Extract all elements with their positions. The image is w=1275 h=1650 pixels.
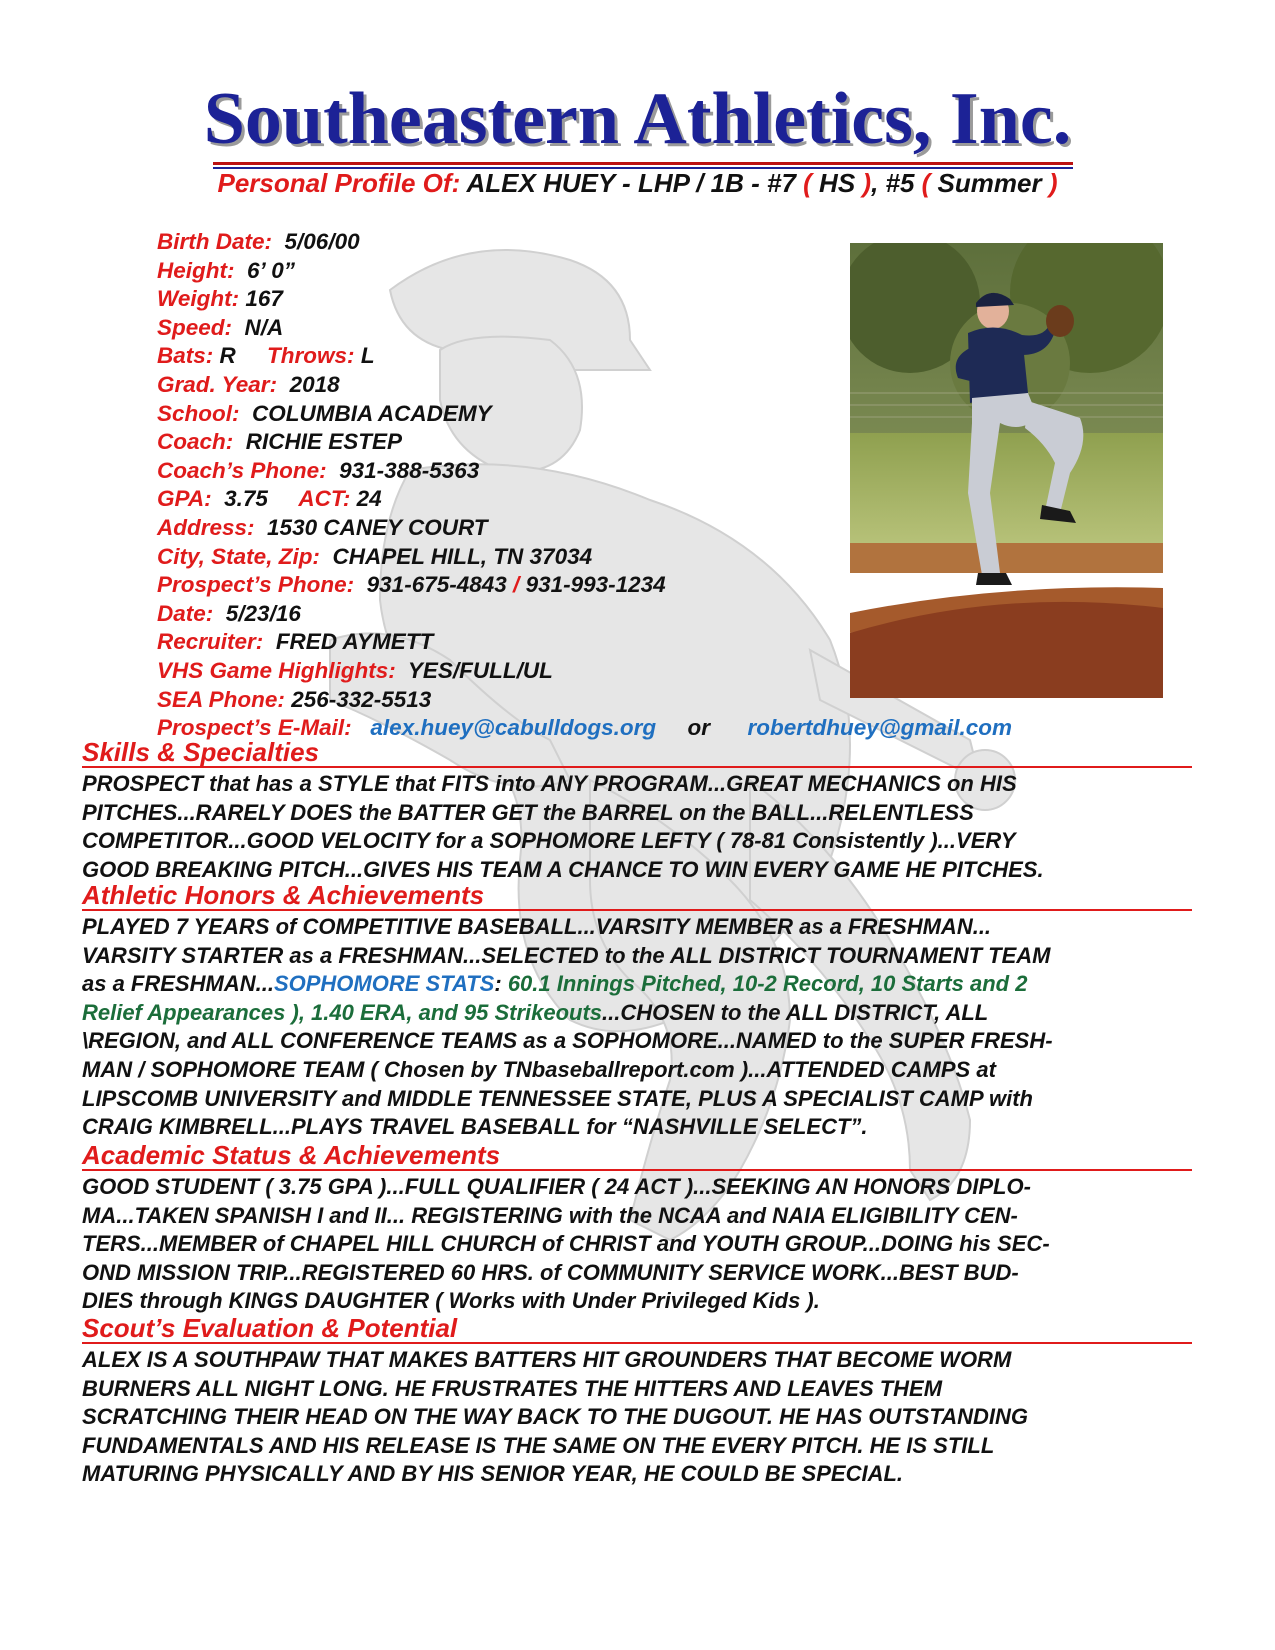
section-athletic bbox=[82, 880, 1192, 1142]
email-link-1[interactable]: alex.huey@cabulldogs.org bbox=[370, 715, 657, 741]
sophomore-stats-label: SOPHOMORE STATS bbox=[273, 971, 495, 997]
email-link-2[interactable]: robertdhuey@gmail.com bbox=[747, 715, 1012, 741]
row-city: City, State, Zip: CHAPEL HILL, TN 37034 bbox=[157, 543, 593, 569]
skills-heading: Skills & Specialties bbox=[82, 737, 320, 767]
skills-body: PROSPECT that has a STYLE that FITS into ANY PROGRAM...GREAT MECHANICS on HIS PITCHES...RARELY DOES the BATTER GET the BARREL on the BALL...RELENTLESS COMPETITOR...GOOD VELOCITY for a SOPHOMORE LEFTY ( 78-81 Consistently )...VERY GOOD BREAKING PITCH...GIVES HIS TEAM A CHANCE TO WIN EVERY GAME HE PITCHES. bbox=[82, 771, 1044, 882]
paren-open-1: ( bbox=[803, 168, 812, 198]
athletic-heading: Athletic Honors & Achievements bbox=[82, 880, 485, 910]
subtitle-hs: HS bbox=[811, 168, 863, 198]
paren-close-2: ) bbox=[1048, 168, 1058, 198]
subtitle-label: Personal Profile Of: bbox=[217, 168, 461, 198]
row-prospect-phone: Prospect’s Phone: 931-675-4843 / 931-993-1234 bbox=[157, 572, 666, 598]
row-grad-year: Grad. Year: 2018 bbox=[157, 371, 340, 397]
row-address: Address: 1530 CANEY COURT bbox=[157, 514, 488, 540]
row-email: Prospect’s E-Mail: alex.huey@cabulldogs.org or robertdhuey@gmail.com bbox=[157, 715, 1012, 741]
paren-open-2: ( bbox=[921, 168, 931, 198]
row-coach-phone: Coach’s Phone: 931-388-5363 bbox=[157, 457, 480, 483]
row-speed: Speed: N/A bbox=[157, 314, 284, 340]
subtitle-summer: Summer bbox=[930, 168, 1049, 198]
sophomore-stats-text: 60.1 Innings Pitched, 10-2 Record, 10 Starts and 2 Relief Appearances ), 1.40 ERA, and 95 Strikeouts bbox=[82, 971, 1028, 1025]
scout-heading: Scout’s Evaluation & Potential bbox=[82, 1313, 458, 1343]
subtitle-name: ALEX HUEY - LHP / 1B - #7 bbox=[466, 168, 804, 198]
paren-close-1: ) bbox=[862, 168, 872, 198]
row-vhs: VHS Game Highlights: YES/FULL/UL bbox=[157, 657, 553, 683]
row-gpa-act: GPA: 3.75 ACT: 24 bbox=[157, 486, 382, 512]
row-coach: Coach: RICHIE ESTEP bbox=[157, 429, 403, 455]
athletic-body: PLAYED 7 YEARS of COMPETITIVE BASEBALL...VARSITY MEMBER as a FRESHMAN... VARSITY STARTER as a FRESHMAN...SELECTED to the ALL DISTRICT TOURNAMENT TEAM as a FRESHMAN...SOPHOMORE STATS: 60.1 Innings Pitched, 10-2 Record, 10 Starts and 2 Relief Appearances ), 1.40 ERA, and 95 Strikeouts...CHOSEN to the ALL DISTRICT, ALL \REGION, and ALL CONFERENCE TEAMS as a SOPHOMORE...NAMED to the SUPER FRESH- MAN / SOPHOMORE TEAM ( Chosen by TNbaseballreport.com )...ATTENDED CAMPS at LIPSCOMB UNIVERSITY and MIDDLE TENNESSEE STATE, PLUS A SPECIALIST CAMP with CRAIG KIMBRELL...PLAYS TRAVEL BASEBALL for “NASHVILLE SELECT”. bbox=[82, 914, 1053, 1140]
section-scout bbox=[82, 1313, 1192, 1489]
subtitle-mid: , #5 bbox=[871, 168, 922, 198]
title-underline-red bbox=[213, 162, 1073, 165]
row-sea-phone: SEA Phone: 256-332-5513 bbox=[157, 686, 432, 712]
row-birth-date: Birth Date: 5/06/00 bbox=[157, 229, 360, 254]
company-title: Southeastern Athletics, Inc. bbox=[203, 78, 1072, 160]
row-weight: Weight: 167 bbox=[157, 286, 283, 312]
profile-subtitle bbox=[0, 168, 1275, 199]
row-bats-throws: Bats: R Throws: L bbox=[157, 343, 375, 369]
row-date: Date: 5/23/16 bbox=[157, 600, 301, 626]
row-recruiter: Recruiter: FRED AYMETT bbox=[157, 629, 434, 655]
section-skills bbox=[82, 737, 1192, 884]
row-school: School: COLUMBIA ACADEMY bbox=[157, 400, 492, 426]
academic-heading: Academic Status & Achievements bbox=[82, 1140, 501, 1170]
row-height: Height: 6’ 0” bbox=[157, 257, 295, 283]
pitcher-photo bbox=[850, 243, 1163, 698]
section-academic bbox=[82, 1140, 1192, 1316]
academic-body: GOOD STUDENT ( 3.75 GPA )...FULL QUALIFIER ( 24 ACT )...SEEKING AN HONORS DIPLO- MA...TAKEN SPANISH I and II... REGISTERING with the NCAA and NAIA ELIGIBILITY CEN- TERS...MEMBER of CHAPEL HILL CHURCH of CHRIST and YOUTH GROUP...DOING his SEC- OND MISSION TRIP...REGISTERED 60 HRS. of COMMUNITY SERVICE WORK...BEST BUD- DIES through KINGS DAUGHTER ( Works with Under Privileged Kids ). bbox=[82, 1174, 1050, 1314]
scout-body: ALEX IS A SOUTHPAW THAT MAKES BATTERS HIT GROUNDERS THAT BECOME WORM BURNERS ALL NIGHT LONG. HE FRUSTRATES THE HITTERS AND LEAVES THEM SCRATCHING THEIR HEAD ON THE WAY BACK TO THE DUGOUT. HE HAS OUTSTANDING FUNDAMENTALS AND HIS RELEASE IS THE SAME ON THE EVERY PITCH. HE IS STILL MATURING PHYSICALLY AND BY HIS SENIOR YEAR, HE COULD BE SPECIAL. bbox=[82, 1347, 1029, 1487]
